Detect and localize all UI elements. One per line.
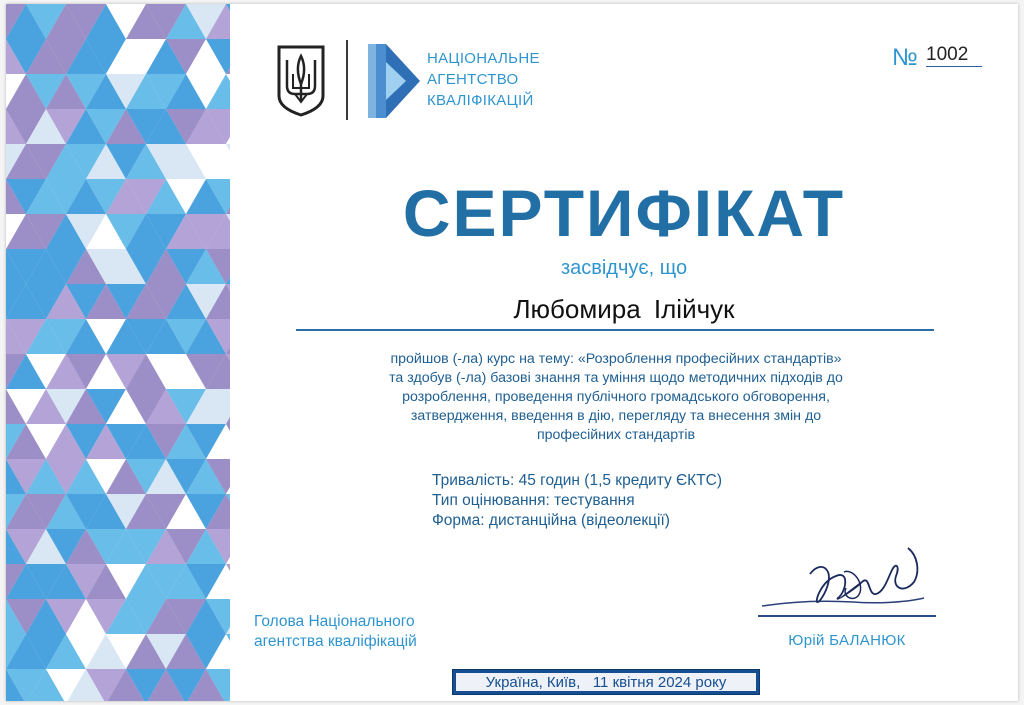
recipient-underline (296, 329, 934, 331)
description-line: пройшов (-ла) курс на тему: «Розроблення професійних стандартів» (390, 351, 842, 367)
position-line: Голова Національного (254, 613, 415, 630)
place-date-text: Україна, Київ, 11 квітня 2024 року (456, 673, 756, 691)
agency-name-line: НАЦІОНАЛЬНЕ (427, 50, 540, 67)
description-line: розроблення, проведення публічного громадського обговорення, (402, 389, 830, 405)
trident-emblem-icon (276, 44, 326, 118)
signer-name: Юрій БАЛАНЮК (788, 632, 906, 649)
position-line: агентства кваліфікацій (254, 633, 417, 650)
agency-name-line: КВАЛІФІКАЦІЙ (427, 92, 534, 109)
description-line: та здобув (-ла) базові знання та уміння щодо методичних підходів до (389, 370, 843, 386)
number-value: 1002 (926, 44, 982, 67)
place-date-box (452, 669, 760, 695)
agency-name-line: АГЕНТСТВО (427, 71, 519, 88)
duration-text: Тривалість: 45 годин (1,5 кредиту ЄКТС) (432, 472, 723, 489)
agency-chevron-logo-icon (366, 42, 422, 120)
format-text: Форма: дистанційна (відеолекції) (432, 512, 670, 529)
logo-divider (346, 40, 348, 120)
geometric-pattern-panel (6, 4, 230, 701)
signer-position (254, 612, 417, 652)
recipient-name: Любомира Ілійчук (513, 294, 735, 324)
signature-line (758, 615, 936, 617)
course-details (432, 471, 722, 531)
course-description (336, 350, 896, 445)
description-line: затвердження, введення в дію, перегляду та внесення змін до (410, 408, 822, 424)
agency-name (427, 48, 607, 111)
certificate-sheet (6, 4, 1018, 701)
assessment-type-text: Тип оцінювання: тестування (432, 492, 635, 509)
handwritten-signature-icon (758, 542, 928, 622)
description-line: професійних стандартів (536, 427, 696, 443)
certifies-text: засвідчує, що (560, 257, 688, 279)
certificate-title: СЕРТИФІКАТ (402, 176, 846, 250)
number-symbol: № (892, 44, 918, 71)
triangle-pattern (6, 4, 230, 701)
